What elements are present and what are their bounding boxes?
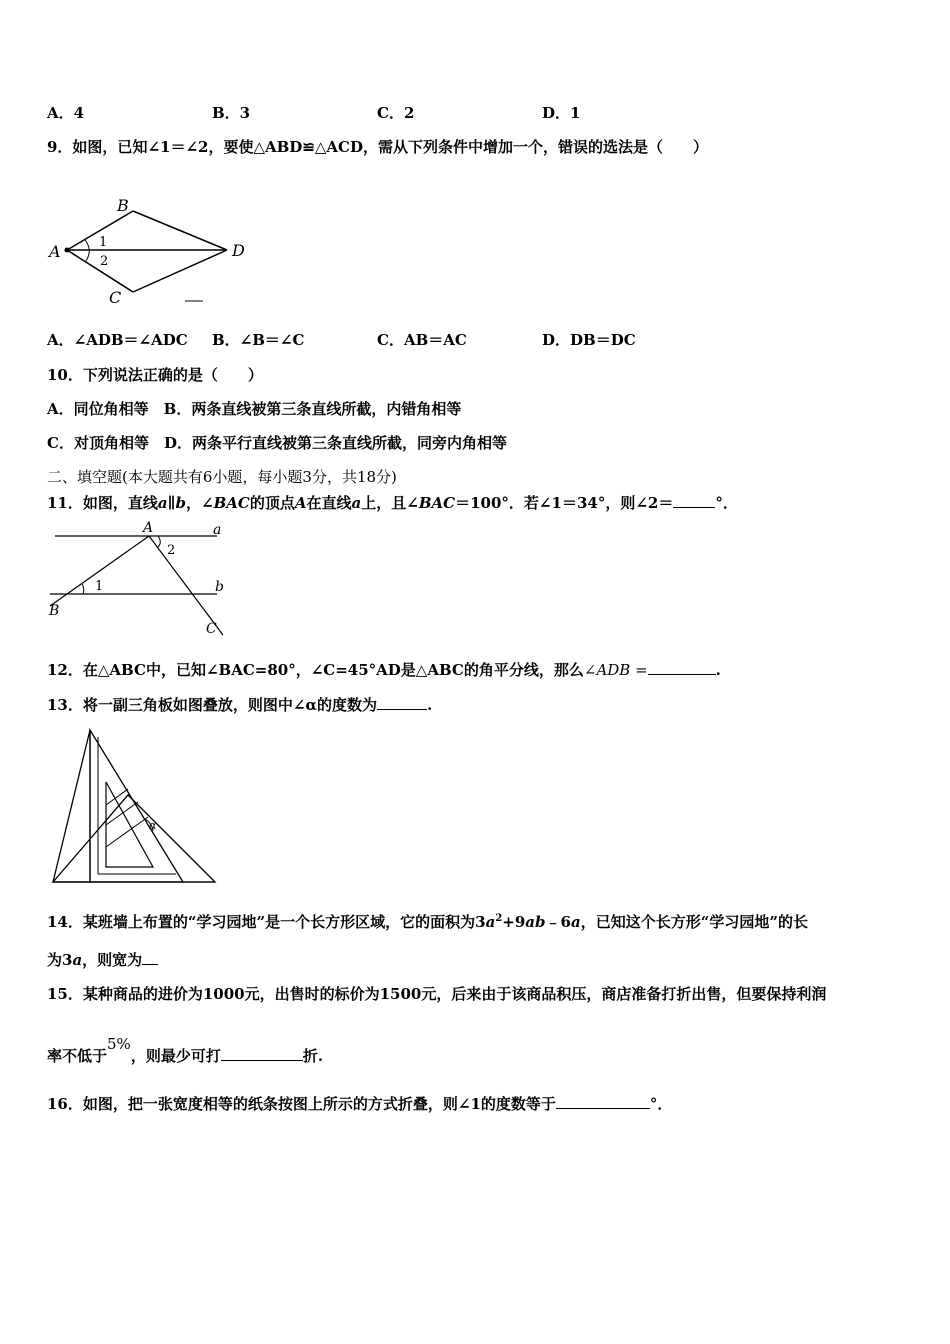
q11-label-a-point: A — [143, 520, 154, 536]
q9-label-c: C — [109, 288, 122, 307]
q15-stem-line2: 率不低于5%，则最少可打 折. — [47, 1035, 324, 1065]
q15-stem-line1: 15．某种商品的进价为1000元，出售时的标价为1500元，后来由于该商品积压，商店准备打折出售，但要保持利润 — [47, 985, 827, 1003]
q13-stem: 13．将一副三角板如图叠放，则图中∠α的度数为 . — [47, 696, 433, 714]
q13-triangle-left-edge — [53, 730, 90, 882]
q12-answer-blank — [648, 660, 716, 675]
q9-option-b: B．∠B＝∠C — [212, 331, 305, 349]
q11-stem: 11．如图，直线a∥b，∠BAC的顶点A在直线a上，且∠BAC＝100°．若∠1＝34°，则∠2＝ °． — [47, 494, 738, 512]
q9-seg-cd — [133, 250, 227, 292]
q9-label-a: A — [49, 242, 61, 261]
q9-option-c: C．AB＝AC — [377, 331, 467, 349]
q13-triangle-second — [53, 795, 215, 882]
q9-label-b: B — [117, 196, 129, 215]
q14-stem-line2: 为3a，则宽为 — [47, 949, 158, 970]
q9-seg-bd — [133, 211, 227, 250]
q14-answer-blank — [142, 950, 158, 965]
q9-figure-kite — [45, 193, 260, 308]
q11-label-line-b: b — [215, 579, 224, 595]
q11-angle-1-arc — [82, 584, 84, 594]
q11-label-line-a: a — [213, 522, 222, 538]
q13-hatch-2 — [106, 802, 138, 825]
section2-title: 二、填空题(本大题共有6小题，每小题3分，共18分) — [47, 468, 397, 486]
q9-option-d: D．DB＝DC — [542, 331, 636, 349]
q9-stem: 9．如图，已知∠1＝∠2，要使△ABD≌△ACD，需从下列条件中增加一个，错误的选法是（ ） — [47, 138, 708, 156]
q14-stem-line1: 14．某班墙上布置的“学习园地”是一个长方形区域，它的面积为$3a^2+9ab﹣6a$，已知这个长方形“学习园地”的长 — [47, 913, 808, 931]
q10-options-row2: C．对顶角相等 D．两条平行直线被第三条直线所截，同旁内角相等 — [47, 434, 507, 452]
q11-label-2: 2 — [167, 543, 176, 558]
q8-option-a: A．4 — [47, 104, 85, 122]
q15-answer-blank — [221, 1046, 303, 1061]
q8-option-c: C．2 — [377, 104, 415, 122]
q9-point-a — [65, 248, 70, 253]
q11-seg-ab — [50, 536, 149, 606]
q8-option-b: B．3 — [212, 104, 251, 122]
q16-stem: 16．如图，把一张宽度相等的纸条按图上所示的方式折叠，则∠1的度数等于 °． — [47, 1095, 673, 1113]
q9-option-a: A．∠ADB＝∠ADC — [47, 331, 188, 349]
q11-answer-blank — [673, 493, 715, 508]
q11-label-1: 1 — [95, 579, 104, 594]
q13-figure-set-squares — [48, 727, 220, 887]
q11-label-c-point: C — [206, 621, 217, 637]
q9-label-d: D — [232, 241, 245, 260]
q9-label-1: 1 — [99, 235, 108, 250]
q13-triangle-big — [90, 730, 183, 882]
q13-hatch-3 — [106, 817, 148, 847]
q10-options-row1: A．同位角相等 B．两条直线被第三条直线所截，内错角相等 — [47, 400, 462, 418]
q11-angle-2-arc — [157, 536, 160, 548]
q11-figure-parallel-lines — [45, 518, 240, 640]
q16-answer-blank — [556, 1094, 650, 1109]
q9-label-2: 2 — [100, 254, 109, 269]
q8-option-d: D．1 — [542, 104, 581, 122]
q15-percent: 5% — [107, 1035, 131, 1053]
q13-answer-blank — [377, 695, 427, 710]
q11-label-b-point: B — [49, 603, 60, 619]
q13-label-alpha: α — [149, 819, 157, 832]
q10-stem: 10．下列说法正确的是（ ） — [47, 366, 263, 384]
q12-stem: 12．在△ABC中，已知∠BAC=80°，∠C=45°AD是△ABC的角平分线，那么∠ADB = . — [47, 661, 721, 679]
